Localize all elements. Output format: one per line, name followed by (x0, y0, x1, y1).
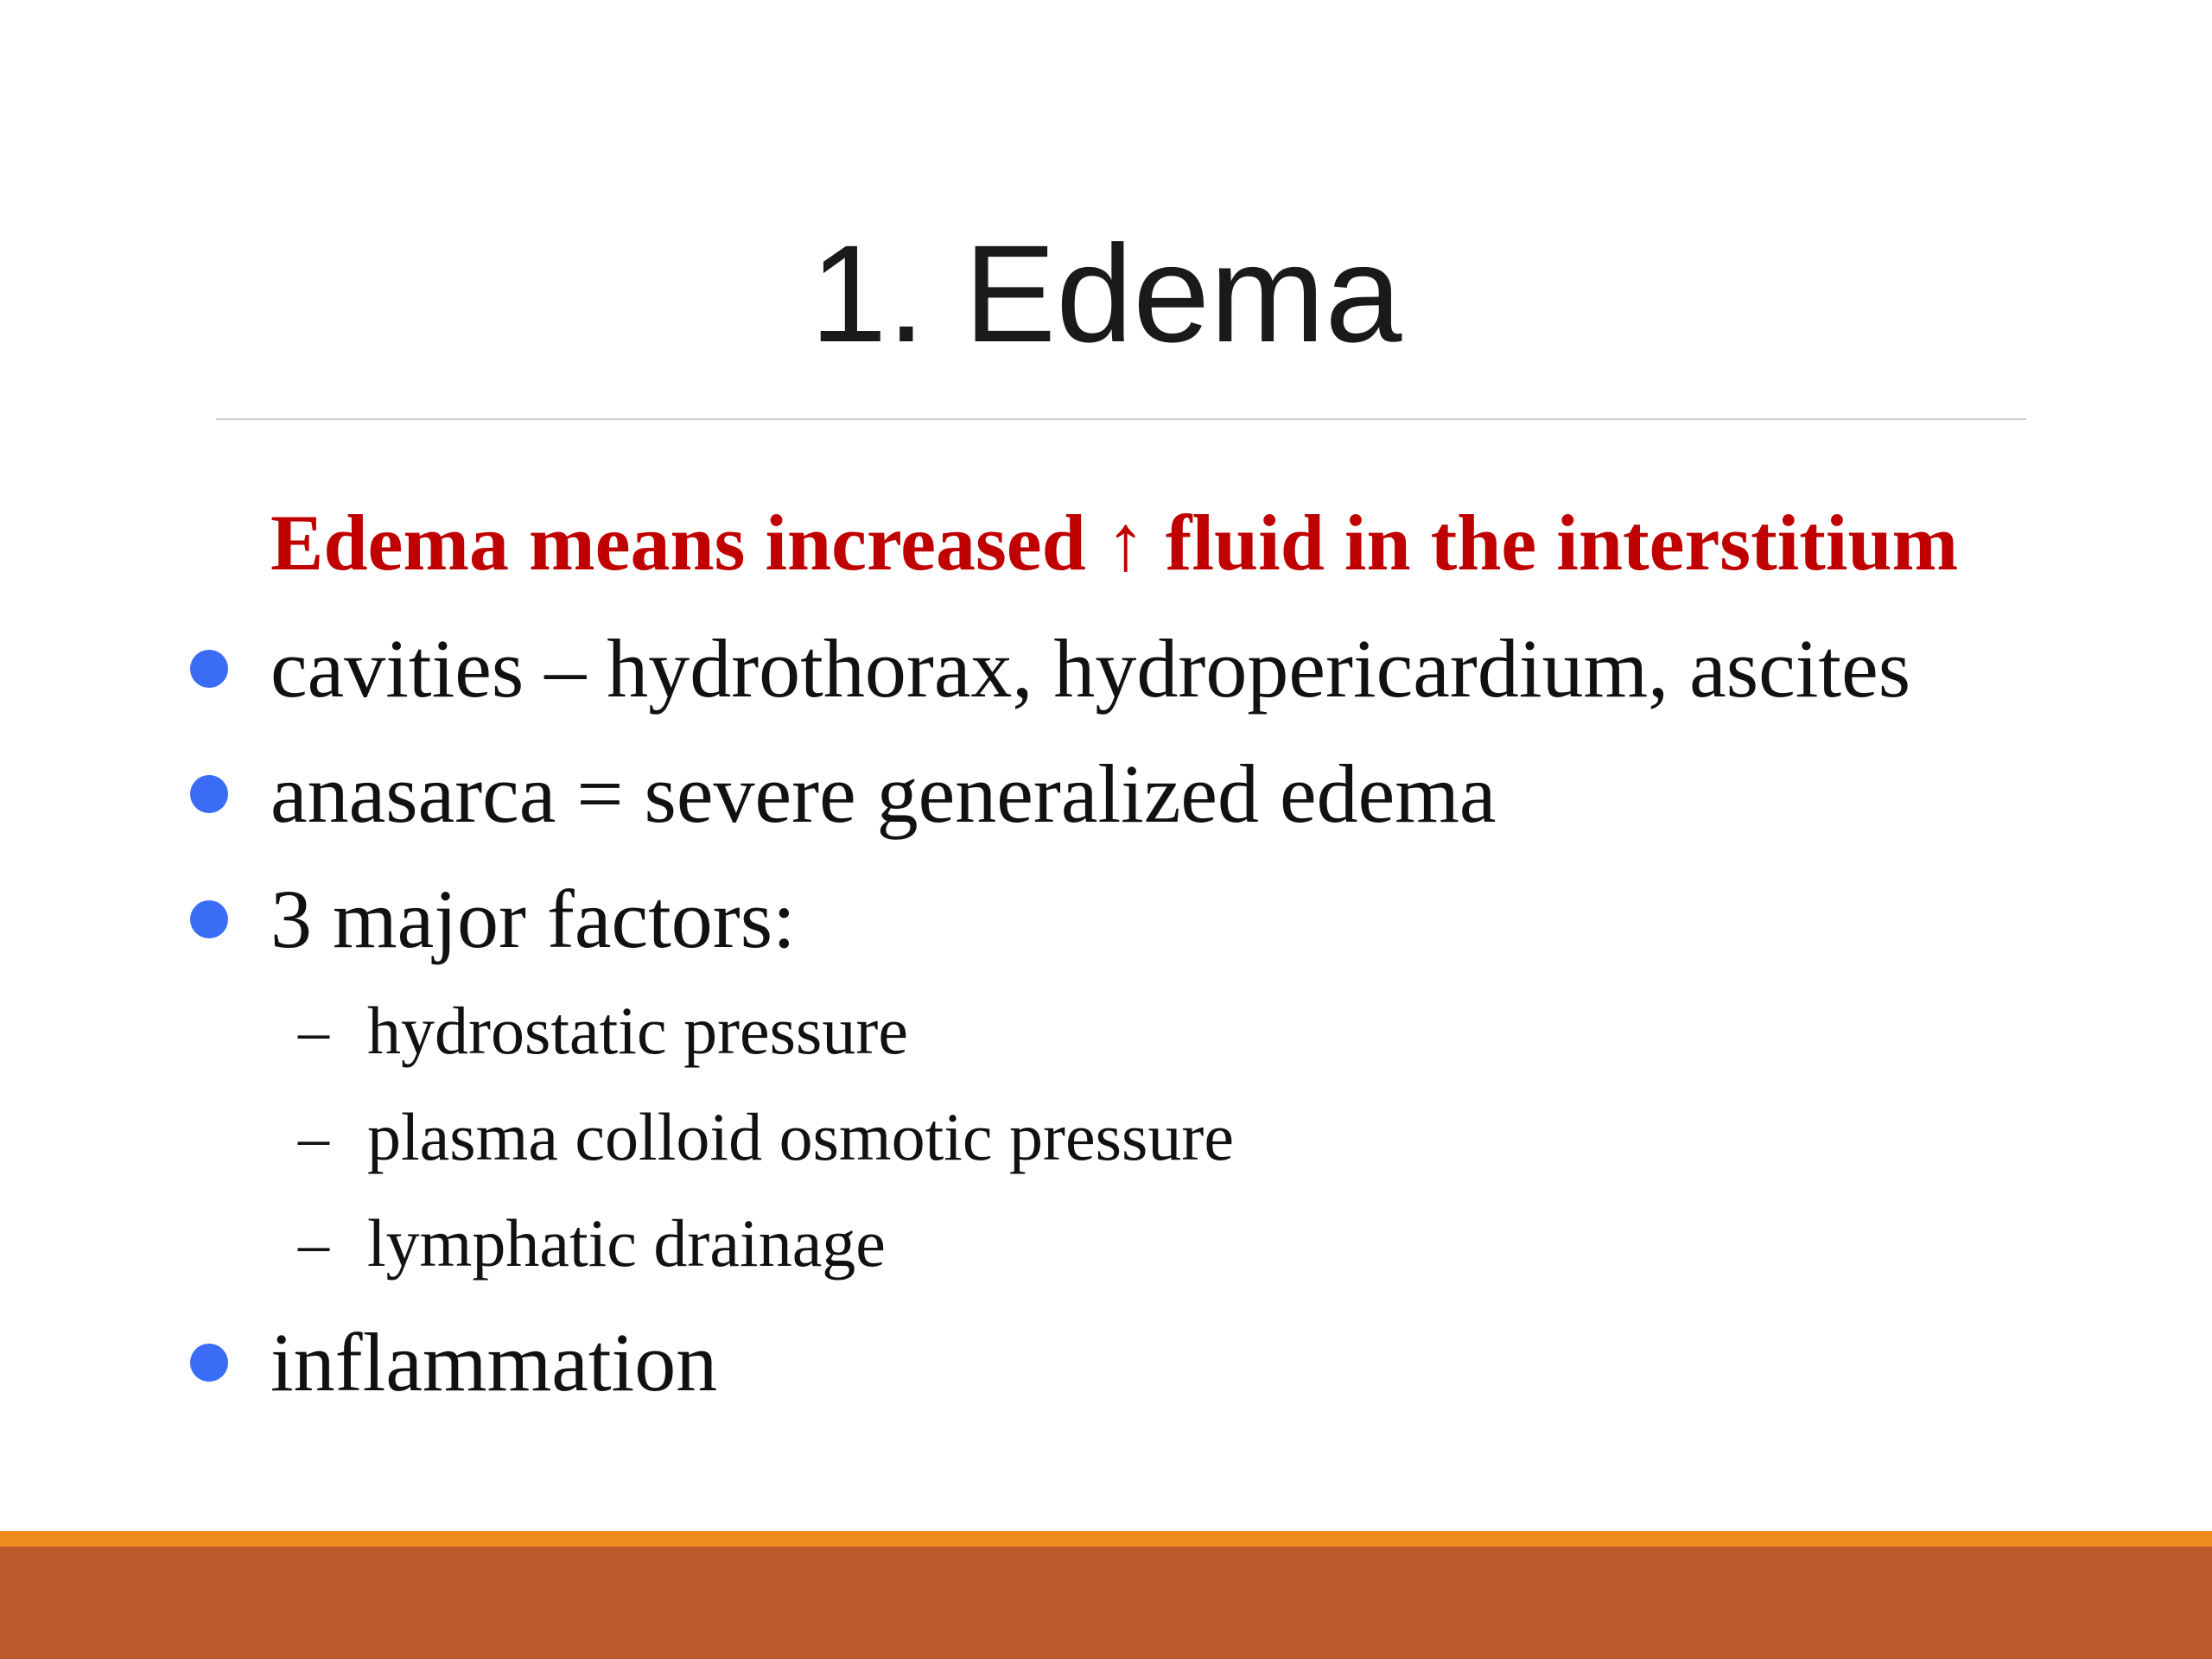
sub-list-item (298, 1094, 1234, 1180)
bullet-text: anasarca = severe generalized edema (270, 747, 1497, 840)
bullet-text: 3 major factors: (270, 873, 796, 965)
sub-bullet-dash: – (298, 1208, 329, 1278)
sub-bullet-dash: – (298, 995, 329, 1065)
sub-list-item (298, 1200, 886, 1287)
sub-bullet-dash: – (298, 1102, 329, 1172)
slide-title: 1. Edema (810, 216, 1402, 371)
list-item (190, 868, 796, 971)
bullet-dot-icon (190, 650, 228, 688)
sub-bullet-text: hydrostatic pressure (367, 993, 908, 1068)
footer-stripe (0, 1531, 2212, 1547)
footer-band (0, 1547, 2212, 1659)
list-item (190, 1311, 717, 1414)
bullet-dot-icon (190, 900, 228, 938)
sub-list-item (298, 988, 908, 1074)
sub-bullet-text: lymphatic drainage (367, 1205, 886, 1281)
list-item (190, 742, 1497, 846)
sub-bullet-text: plasma colloid osmotic pressure (367, 1099, 1234, 1174)
list-item (190, 617, 1910, 721)
bullet-dot-icon (190, 775, 228, 813)
bullet-dot-icon (190, 1344, 228, 1382)
bullet-text: inflammation (270, 1316, 718, 1408)
definition-text: Edema means increased ↑ fluid in the interstitium (270, 499, 1959, 587)
bullet-text: cavities – hydrothorax, hydropericardium, ascites (270, 622, 1911, 715)
